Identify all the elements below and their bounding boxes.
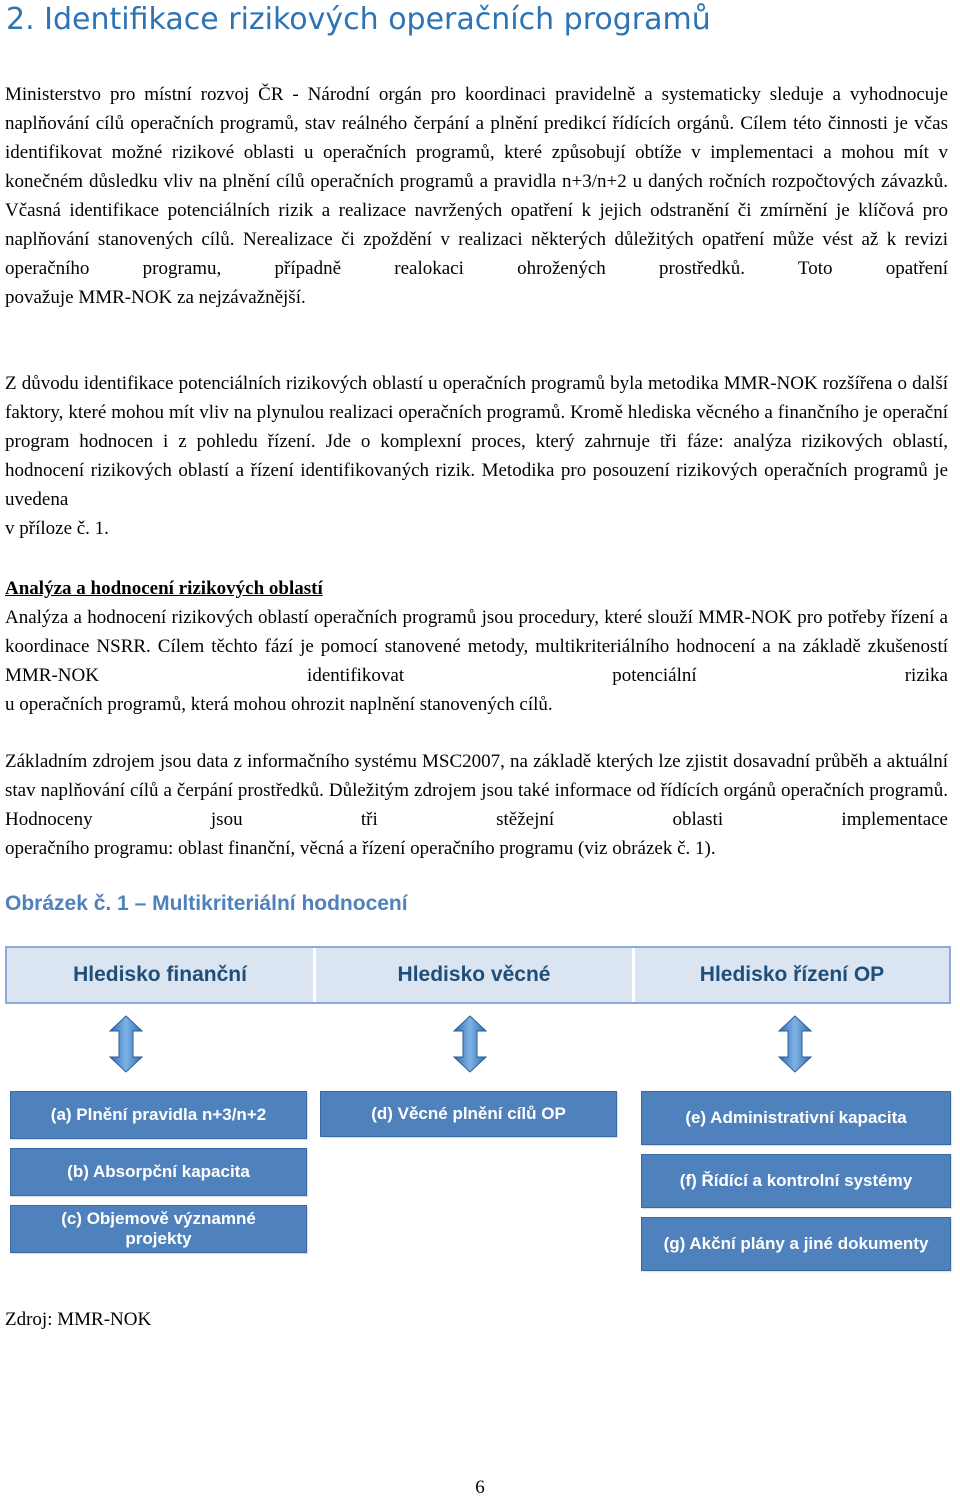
paragraph-intro-last-line: považuje MMR-NOK za nejzávažnější. <box>5 287 306 308</box>
criterion-box-c <box>10 1205 307 1253</box>
paragraph-method-last-line: v příloze č. 1. <box>5 518 109 539</box>
criterion-box-f <box>641 1154 951 1208</box>
page-heading: 2. Identifikace rizikových operačních programů <box>6 2 711 37</box>
header-material: Hledisko věcné <box>397 963 551 986</box>
paragraph-analysis-main: Analýza a hodnocení rizikových oblastí operačních programů jsou procedury, které slouží MMR-NOK pro potřeby řízení a koordinace NSRR. Cílem těchto fází je pomocí stanovené metody, multikriteriálního hodnocení a na základě zkušeností MMR-NOK identifikovat potenciální rizika <box>5 607 948 686</box>
double-arrow-icon <box>109 1015 143 1073</box>
double-arrow-icon <box>453 1015 487 1073</box>
header-financial: Hledisko finanční <box>73 963 247 986</box>
criterion-box-b <box>10 1148 307 1196</box>
paragraph-sources <box>5 747 948 863</box>
paragraph-sources-main: Základním zdrojem jsou data z informačního systému MSC2007, na základě kterých lze zjistit dosavadní průběh a aktuální stav naplňování cílů a čerpání prostředků. Důležitým zdrojem jsou také informace od řídících orgánů operačních programů. Hodnoceny jsou tři stěžejní oblasti implementace <box>5 751 948 830</box>
criterion-label: (e) Administrativní kapacita <box>685 1108 907 1127</box>
criterion-label: (a) Plnění pravidla n+3/n+2 <box>50 1105 267 1124</box>
paragraph-sources-last-line: operačního programu: oblast finanční, věcná a řízení operačního programu (viz obrázek č. 1). <box>5 838 716 859</box>
criterion-box-e <box>641 1091 951 1145</box>
paragraph-method <box>5 369 948 543</box>
paragraph-intro-main: Ministerstvo pro místní rozvoj ČR - Národní orgán pro koordinaci pravidelně a systematicky sleduje a vyhodnocuje naplňování cílů operačních programů, stav reálného čerpání a plnění predikcí řídících orgánů. Cílem této činnosti je včas identifikovat možné rizikové oblasti u operačních programů, které způsobují obtíže v implementaci a mohou mít v konečném důsledku vliv na plnění cílů operačních programů a pravidla n+3/n+2 u daných ročních rozpočtových závazků. Včasná identifikace potenciálních rizik a realizace navržených opatření k jejich odstranění či zmírnění je klíčová pro naplňování stanovených cílů. Nerealizace či zpoždění v realizaci některých důležitých opatření může vést až k revizi operačního programu, případně realokaci ohrožených prostředků. Toto opatření <box>5 84 948 279</box>
paragraph-method-main: Z důvodu identifikace potenciálních rizikových oblastí u operačních programů byla metodika MMR-NOK rozšířena o další faktory, které mohou mít vliv na plynulou realizaci operačních programů. Kromě hlediska věcného a finančního je operační program hodnocen i z pohledu řízení. Jde o komplexní proces, který zahrnuje tři fáze: analýza rizikových oblastí, hodnocení rizikových oblastí a řízení identifikovaných rizik. Metodika pro posouzení rizikových operačních programů je uvedena <box>5 373 948 510</box>
criterion-box-a <box>10 1091 307 1139</box>
criterion-box-g <box>641 1217 951 1271</box>
section-subheading: Analýza a hodnocení rizikových oblastí <box>5 578 323 599</box>
figure-caption: Obrázek č. 1 – Multikriteriální hodnocení <box>5 892 408 915</box>
paragraph-analysis-last-line: u operačních programů, která mohou ohrozit naplnění stanovených cílů. <box>5 694 553 715</box>
criterion-label: (c) Objemově významné <box>61 1209 256 1228</box>
criterion-box-d <box>320 1091 617 1137</box>
criterion-label: (g) Akční plány a jiné dokumenty <box>663 1234 929 1253</box>
criterion-label: projekty <box>125 1229 192 1248</box>
paragraph-intro <box>5 80 948 312</box>
criterion-label: (f) Řídící a kontrolní systémy <box>679 1171 913 1190</box>
page-number: 6 <box>475 1477 485 1498</box>
criterion-label: (d) Věcné plnění cílů OP <box>371 1104 566 1123</box>
header-management: Hledisko řízení OP <box>699 963 885 986</box>
criteria-header-bar <box>5 946 951 1004</box>
paragraph-analysis <box>5 603 948 719</box>
double-arrow-icon <box>778 1015 812 1073</box>
figure-source: Zdroj: MMR-NOK <box>5 1309 152 1330</box>
criterion-label: (b) Absorpční kapacita <box>67 1162 250 1181</box>
